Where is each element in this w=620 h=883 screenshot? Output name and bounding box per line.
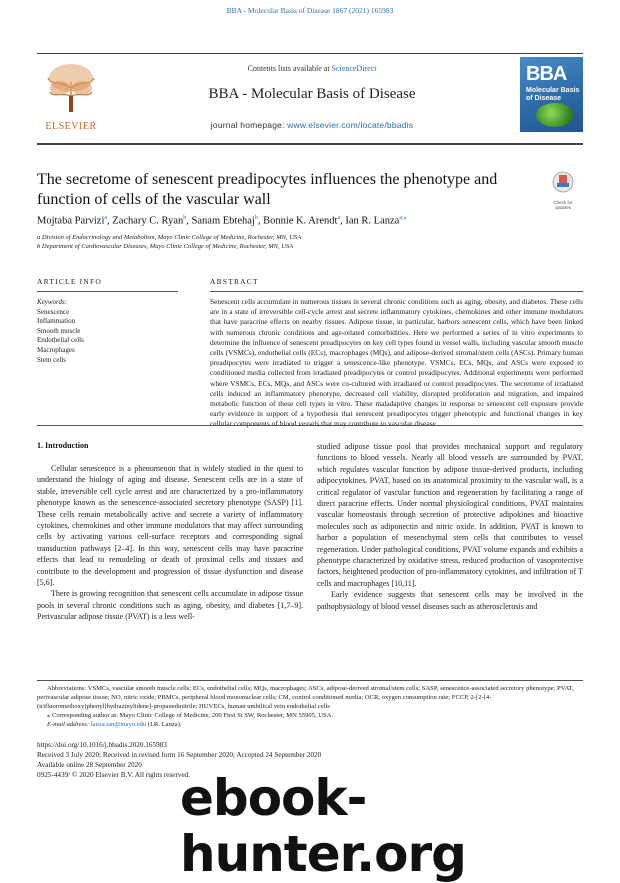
keyword: Smooth muscle <box>37 326 81 335</box>
cover-subtitle: Molecular Basis of Disease <box>526 87 580 102</box>
keyword: Stem cells <box>37 355 66 364</box>
cover-title: BBA <box>526 63 567 85</box>
journal-reference[interactable]: BBA - Molecular Basis of Disease 1867 (2021) 165983 <box>226 6 394 15</box>
abbreviations-text: Abbreviations: VSMCs, vascular smooth muscle cells; ECs, endothelial cells; MQs, macrophages; ASCs, adipose-derived stromal/stem cells; SASP, senescence-associated secretory phenotype; PVAT, perivascular adipose tissue; NO, nitric oxide; PBMCs, peripheral blood mononuclear cells; CM, control conditioned media; OCR, oxygen consumption rate; FCCP, 2-[2-[4-(trifluoromethoxy)phenyl]hydrazinylidene]-propanedinitrile; HUVECs, human umbilical vein endothelial cells <box>37 685 574 710</box>
contents-line <box>104 64 520 73</box>
elsevier-wordmark: ELSEVIER <box>45 121 97 132</box>
author-name[interactable]: Sanam Ebtehaj <box>191 215 255 227</box>
contents-prefix: Contents lists available at <box>247 64 332 73</box>
body-paragraph: There is growing recognition that senescent cells accumulate in adipose tissue pools in several chronic conditions such as aging, obesity, and diabetes [1,7–9]. Perivascular adipose tissue (PVAT) is a less well- <box>37 589 303 622</box>
crossmark-label: Check for updates <box>553 200 573 210</box>
left-column <box>37 463 303 623</box>
crossmark-icon <box>548 171 578 195</box>
author-affil-sup[interactable]: b <box>183 215 187 221</box>
abstract-heading: ABSTRACT <box>210 277 259 286</box>
article-title: The secretome of senescent preadipocytes influences the phenotype and function of cells of the vascular wall <box>37 171 498 208</box>
introduction-heading: 1. Introduction <box>37 441 89 450</box>
abstract-rule <box>210 291 583 292</box>
abstract-text: Senescent cells accumulate in numerous tissues in several chronic conditions such as aging, obesity, and diabetes. These cells are in a state of irreversible cell-cycle arrest and secrete inflammatory cytokines, chemokines and other immune modulators that have paracrine effects on nearby tissues. Adipose tissue, in particular, harbors senescent cells, which have been linked with numerous chronic conditions and age-related comorbidities. Here we performed a series of in vitro experiments to determine the influence of senescent preadipocytes on key cell types found in vessel walls, including vascular smooth muscle cells (VSMCs), endothelial cells (ECs), macrophages (MQs), and adipose-derived stromal/stem cells (ASCs). Primary human preadipocytes were irradiated to trigger a senescence-like phenotype. VSMCs, ECs, MQs, and ASCs were exposed to conditioned media collected from irradiated preadipocytes or control preadipocytes. Additional experiments were performed where VSMCs, ECs, MQs, and ASCs were co-cultured with irradiated or control preadipocytes. The secretome of irradiated cells induced an inflammatory phenotype, decreased cell viability, disrupted proliferation and migration, and impaired metabolic function of these cell types in vitro. These maladaptive changes in response to senescent cell exposure provide early evidence in support of a hypothesis that senescent preadipocytes trigger phenotypic and functional changes in key cellular components of blood vessels that may contribute to vascular disease. <box>210 297 583 429</box>
footnote-rule <box>37 680 583 681</box>
affiliation-b: b Department of Cardiovascular Diseases, Mayo Clinic College of Medicine, Rochester, MN, USA <box>37 243 294 250</box>
check-for-updates-button[interactable] <box>548 171 578 210</box>
sciencedirect-link[interactable]: ScienceDirect <box>331 64 377 73</box>
body-paragraph: studied adipose tissue pool that provides mechanical support and regulatory functions to blood vessels. Nearly all blood vessels are surrounded by PVAT, which regulates vascular function by adipose tissue-derived products, including adipocytokines. PVAT, based on its anatomical proximity to the vascular wall, is a critical regulator of vascular function and regeneration by facilitating a range of direct paracrine effects. Under normal physiological conditions, PVAT maintains vascular homeostasis through secretion of protective adipokines and bioactive molecules such as adiponectin and nitric oxide. In addition, PVAT is known to harbor a population of mesenchymal stem cells that contributes to vessel regeneration. Under pathological conditions, PVAT volume expands and exhibits a phenotype characterized by oxidative stress, reduced production of vasoprotective factors, heightened production of pro-inflammatory cytokines, and infiltration of T cells and macrophages [10,11]. <box>317 442 583 588</box>
doi-link[interactable]: https://doi.org/10.1016/j.bbadis.2020.165983 <box>37 741 167 749</box>
author-affil-sup[interactable]: b <box>254 215 258 221</box>
corresponding-author: ⁎ Corresponding author at: Mayo Clinic College of Medicine, 200 First St SW, Rochester, MN 55905, USA. <box>47 712 334 719</box>
keyword: Macrophages <box>37 345 75 354</box>
body-paragraph: Early evidence suggests that senescent cells may be involved in the pathophysiology of blood vessel diseases such as atherosclerosis and <box>317 590 583 611</box>
keyword: Endothelial cells <box>37 336 84 345</box>
header-top-rule <box>37 53 583 54</box>
author-affil-sup[interactable]: a <box>337 215 341 221</box>
article-info-heading: ARTICLE INFO <box>37 277 102 286</box>
header-bottom-rule <box>37 143 583 145</box>
right-column <box>317 441 583 612</box>
keywords-label: Keywords: <box>37 298 68 306</box>
affiliation-a: a Division of Endocrinology and Metabolism, Mayo Clinic College of Medicine, Rochester, MN, USA <box>37 234 302 241</box>
journal-homepage-line <box>104 120 520 130</box>
cover-illustration <box>536 103 574 127</box>
keywords-block <box>37 298 177 365</box>
abstract-bottom-rule <box>37 425 583 426</box>
keyword: Senescence <box>37 307 70 316</box>
author-affil-sup[interactable]: a,⁎ <box>399 215 407 221</box>
copyright: 0925-4439/ © 2020 Elsevier B.V. All rights reserved. <box>37 771 191 779</box>
journal-title: BBA - Molecular Basis of Disease <box>208 86 416 102</box>
email-label: E-mail address: <box>47 721 91 728</box>
homepage-prefix: journal homepage: <box>210 120 288 130</box>
homepage-link[interactable]: www.elsevier.com/locate/bbadis <box>287 120 414 130</box>
journal-cover-image <box>520 57 583 132</box>
author-name[interactable]: Zachary C. Ryan <box>112 215 184 227</box>
keyword: Inflammation <box>37 317 76 326</box>
author-affil-sup[interactable]: a <box>104 215 108 221</box>
email-suffix: (I.R. Lanza). <box>146 721 182 728</box>
body-paragraph: Cellular senescence is a phenomenon that is widely studied in the quest to understand the biology of aging and disease. Senescent cells are in a state of stable, irreversible cell cycle arrest and are characterized by a pro-inflammatory phenotype known as the senescence-associated secretory phenotype (SASP) [1]. These cells remain metabolically active and secrete a variety of inflammatory cytokines, chemokines and other immune modulators that may affect surrounding cells by activating various cell-surface receptors and corresponding signal transduction pathways [2–4]. In this way, senescent cells may have paracrine effects that lead to remodeling or death of proximal cells and tissues and contribute to the development and progression of tissue dysfunction and disease [5,6]. <box>37 464 303 588</box>
author-name[interactable]: Ian R. Lanza <box>345 215 400 227</box>
author-name[interactable]: Bonnie K. Arendt <box>263 215 338 227</box>
watermark-text: ebook-hunter.org <box>180 769 466 883</box>
online-date: Available online 28 September 2020 <box>37 761 142 769</box>
abbreviations-footnote <box>37 684 583 729</box>
author-name[interactable]: Mojtaba Parvizi <box>37 215 105 227</box>
author-list: Mojtaba Parvizi$^a$, Zachary C. Ryan$^b$, Sanam Ebtehaj$^b$, Bonnie K. Arendt$^a$, Ian R. Lanza$^{a,⁎}$ <box>37 215 407 227</box>
received-dates: Received 3 July 2020; Received in revised form 16 September 2020; Accepted 24 September 2020 <box>37 751 322 759</box>
article-info-rule <box>37 291 178 292</box>
email-line <box>37 720 583 729</box>
email-link[interactable]: lanza.ian@mayo.edu <box>90 721 147 728</box>
elsevier-logo <box>38 58 104 134</box>
